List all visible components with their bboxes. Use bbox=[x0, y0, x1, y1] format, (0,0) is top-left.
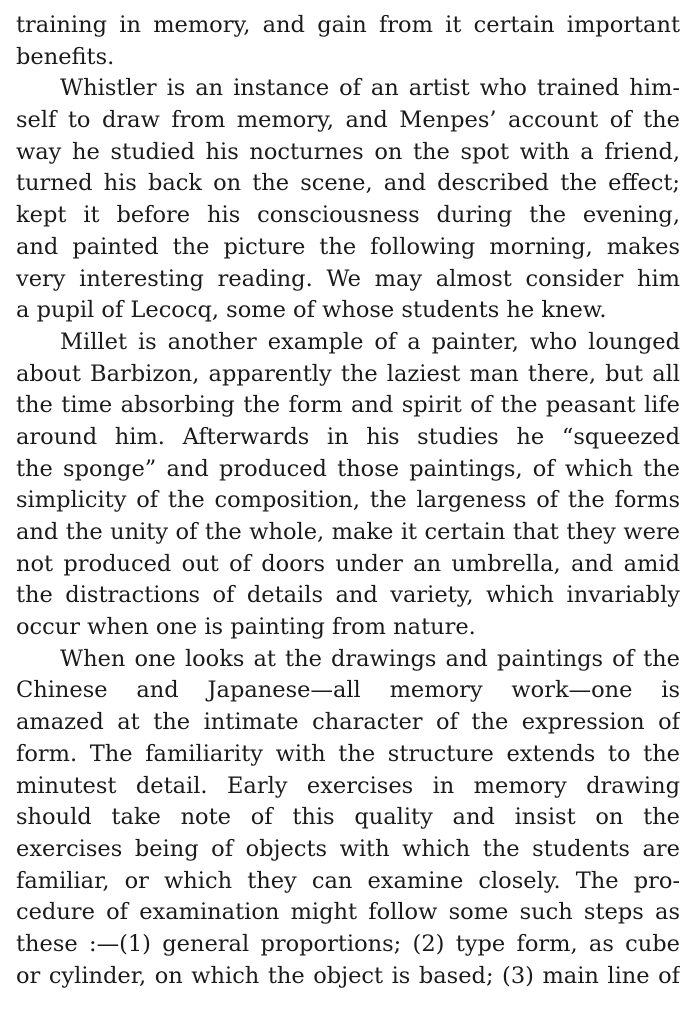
paragraph bbox=[16, 10, 680, 73]
text-line: kept it before his consciousness during the evening, bbox=[16, 202, 680, 229]
text-line: and painted the picture the following morning, makes bbox=[16, 233, 680, 260]
text-line: very interesting reading. We may almost consider him bbox=[16, 265, 680, 292]
text-line: cedure of examination might follow some such steps as bbox=[16, 899, 680, 926]
text-line: the sponge” and produced those paintings, of which the bbox=[16, 455, 680, 482]
text-line: Millet is another example of a painter, who lounged bbox=[60, 328, 680, 355]
text-line: exercises being of objects with which the students are bbox=[16, 835, 680, 862]
text-line: When one looks at the drawings and paintings of the bbox=[60, 645, 680, 672]
paragraph bbox=[16, 73, 680, 327]
text-line: not produced out of doors under an umbrella, and amid bbox=[16, 550, 680, 577]
text-line: familiar, or which they can examine closely. The pro- bbox=[16, 867, 680, 894]
text-line: the distractions of details and variety, which invariably bbox=[16, 582, 680, 609]
text-line: should take note of this quality and insist on the bbox=[16, 804, 680, 831]
text-line: a pupil of Lecocq, some of whose students he knew. bbox=[16, 297, 607, 324]
text-line: Chinese and Japanese—all memory work—one is bbox=[16, 677, 680, 704]
text-line: simplicity of the composition, the largeness of the forms bbox=[16, 487, 680, 514]
text-line: form. The familiarity with the structure extends to the bbox=[16, 740, 680, 767]
text-line: occur when one is painting from nature. bbox=[16, 614, 476, 641]
text-line: way he studied his nocturnes on the spot with a friend, bbox=[16, 138, 680, 165]
text-line: turned his back on the scene, and described the effect; bbox=[16, 170, 680, 197]
paragraph bbox=[16, 644, 680, 993]
text-line: training in memory, and gain from it certain important bbox=[16, 12, 680, 38]
text-line: amazed at the intimate character of the expression of bbox=[16, 709, 680, 736]
text-line: the time absorbing the form and spirit of the peasant life bbox=[16, 392, 680, 419]
text-line: benefits. bbox=[16, 43, 115, 70]
text-line: about Barbizon, apparently the laziest man there, but all bbox=[16, 360, 680, 387]
text-line: and the unity of the whole, make it certain that they were bbox=[16, 519, 680, 545]
text-line: these :—(1) general proportions; (2) type form, as cube bbox=[16, 930, 680, 957]
text-line: around him. Afterwards in his studies he “squeezed bbox=[16, 423, 680, 450]
paragraph bbox=[16, 327, 680, 644]
text-line: Whistler is an instance of an artist who trained him- bbox=[60, 75, 680, 102]
text-line: or cylinder, on which the object is based; (3) main line of bbox=[16, 962, 680, 989]
text-line: self to draw from memory, and Menpes’ account of the bbox=[16, 107, 680, 134]
text-line: minutest detail. Early exercises in memory drawing bbox=[16, 772, 680, 799]
